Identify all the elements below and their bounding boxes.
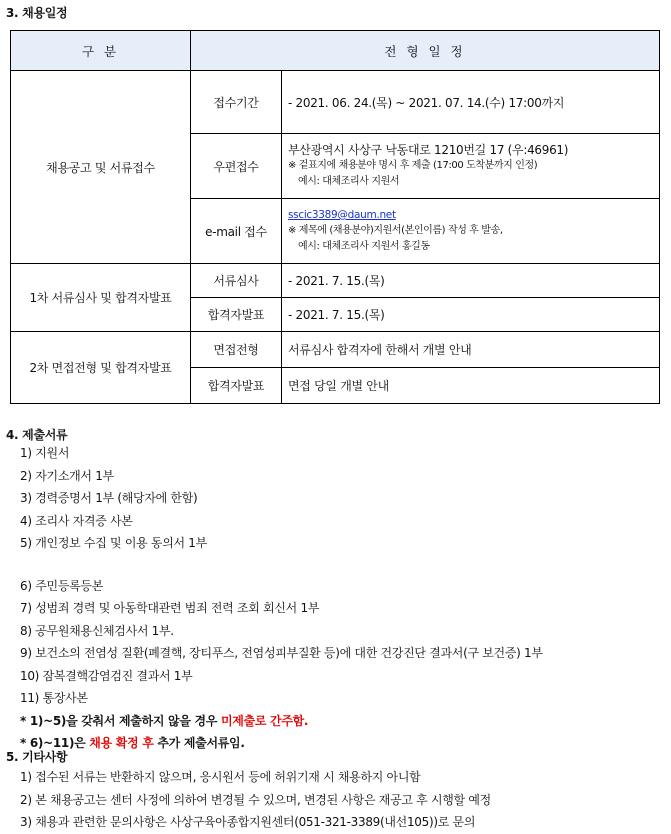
announce2-label: 합격자발표: [191, 368, 282, 404]
other-list: [20, 766, 491, 834]
list-item: 5) 개인정보 수집 및 이용 동의서 1부: [20, 536, 207, 550]
list-item: 1) 접수된 서류는 반환하지 않으며, 응시원서 등에 허위기재 시 채용하지 아니함: [20, 770, 421, 784]
review-value: - 2021. 7. 15.(목): [282, 264, 660, 298]
category-application: 채용공고 및 서류접수: [11, 71, 191, 264]
documents-note-1: * 1)~5)을 갖춰서 제출하지 않을 경우 미제출로 간주함.: [20, 713, 309, 728]
list-item: 11) 통장사본: [20, 691, 88, 705]
list-item: 3) 경력증명서 1부 (해당자에 한함): [20, 491, 198, 505]
other-section-title: 5. 기타사항: [6, 750, 68, 764]
mail-note: ※ 겉표지에 채용분야 명시 후 제출 (17:00 도착분까지 인정): [288, 159, 538, 171]
review-label: 서류심사: [191, 264, 282, 298]
mail-address: 부산광역시 사상구 낙동대로 1210번길 17 (우:46961): [288, 142, 569, 157]
email-note: ※ 제목에 (채용분야)지원서(본인이름) 작성 후 발송,: [288, 225, 503, 236]
table-header-row: [11, 31, 660, 71]
category-first-round: 1차 서류심사 및 합격자발표: [11, 264, 191, 332]
list-item: 4) 조리사 자격증 사본: [20, 513, 133, 528]
list-item: 8) 공무원채용신체검사서 1부.: [20, 623, 174, 638]
list-item: 3) 채용과 관련한 문의사항은 사상구육아종합지원센터(051-321-3389(내선105))로 문의: [20, 815, 476, 829]
list-item: 7) 성범죄 경력 및 아동학대관련 범죄 전력 조회 회신서 1부: [20, 601, 320, 615]
email-example: 예시: 대체조리사 지원서 홍길동: [298, 241, 430, 252]
announce2-value: 면접 당일 개별 안내: [282, 368, 660, 404]
header-schedule: 전 형 일 정: [191, 31, 660, 71]
table-row: [11, 332, 660, 368]
list-item: 9) 보건소의 전염성 질환(폐결핵, 장티푸스, 전염성피부질환 등)에 대한 건강진단 결과서(구 보건증) 1부: [20, 646, 543, 660]
table-row: [11, 264, 660, 298]
table-row: [11, 71, 660, 134]
documents-section-title: 4. 제출서류: [6, 428, 68, 442]
schedule-table: [10, 30, 660, 404]
mail-example: 예시: 대체조리사 지원서: [298, 175, 400, 187]
interview-value: 서류심사 합격자에 한해서 개별 안내: [282, 332, 660, 368]
announce1-value: - 2021. 7. 15.(목): [282, 298, 660, 332]
email-label: e-mail 접수: [191, 199, 282, 264]
email-link[interactable]: sscic3389@daum.net: [288, 209, 396, 221]
header-category: 구 분: [11, 31, 191, 71]
documents-note-2: * 6)~11)은 채용 확정 후 추가 제출서류임.: [20, 736, 245, 750]
period-label: 접수기간: [191, 71, 282, 134]
email-value: [282, 199, 660, 264]
list-item: 10) 잠복결핵감염검진 결과서 1부: [20, 668, 193, 683]
period-value: - 2021. 06. 24.(목) ~ 2021. 07. 14.(수) 17:00까지: [282, 71, 660, 134]
list-item: 2) 자기소개서 1부: [20, 468, 114, 483]
category-second-round: 2차 면접전형 및 합격자발표: [11, 332, 191, 404]
schedule-section-title: 3. 채용일정: [6, 6, 68, 20]
list-item: 6) 주민등록등본: [20, 578, 103, 593]
mail-value: [282, 134, 660, 199]
mail-label: 우편접수: [191, 134, 282, 199]
interview-label: 면접전형: [191, 332, 282, 368]
announce1-label: 합격자발표: [191, 298, 282, 332]
list-item: 1) 지원서: [20, 446, 70, 460]
documents-list: [20, 442, 543, 755]
list-item: 2) 본 채용공고는 센터 사정에 의하여 변경될 수 있으며, 변경된 사항은 재공고 후 시행할 예정: [20, 792, 491, 807]
